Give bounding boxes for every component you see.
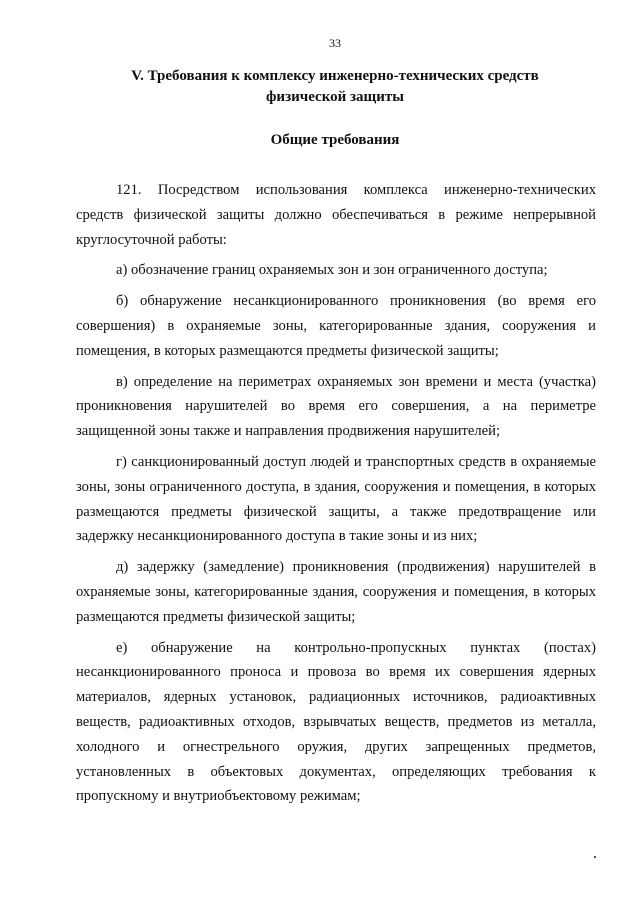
body-text — [76, 178, 596, 815]
paragraph-b: б) обнаружение несанкционированного проникновения (во время его совершения) в охраняемые зоны, категорированные здания, сооружения и помещения, в которых размещаются предметы физической защиты; — [76, 293, 596, 359]
page-number: 33 — [329, 36, 341, 50]
paragraph-121: 121. Посредством использования комплекса инженерно-технических средств физической защиты должно обеспечиваться в режиме непрерывной круглосуточной работы: — [76, 182, 596, 248]
paragraph-v: в) определение на периметрах охраняемых зон времени и места (участка) проникновения нарушителей во время его совершения, а на периметре защищенной зоны также и направления продвижения нарушителей; — [76, 373, 596, 440]
paragraph-g: г) санкционированный доступ людей и транспортных средств в охраняемые зоны, зоны ограниченного доступа, в здания, сооружения и помещения, в которых размещаются предметы физической защиты, а также предотвращение или задержку несанкционированного доступа в такие зоны и из них; — [76, 453, 596, 545]
paragraph-d: д) задержку (замедление) проникновения (продвижения) нарушителей в охраняемые зоны, категорированные здания, сооружения и помещения, в которых размещаются предметы физической защиты; — [76, 559, 596, 625]
paragraph-a: а) обозначение границ охраняемых зон и зон ограниченного доступа; — [116, 262, 548, 279]
section-title — [0, 66, 640, 108]
paragraph-e: е) обнаружение на контрольно-пропускных пунктах (постах) несанкционированного проноса и провоза во время их совершения ядерных материалов, ядерных установок, радиационных источников, радиоактивных веществ, радиоактивных отходов, взрывчатых веществ, предметов из металла, холодного и огнестрельного оружия, других запрещенных предметов, установленных в объектовых документах, определяющих требования к пропускному и внутриобъектовому режимам; — [76, 639, 596, 805]
section-title-line-2: физической защиты — [266, 89, 404, 105]
scan-artifact-dot — [594, 856, 596, 858]
subsection-title: Общие требования — [270, 132, 400, 148]
section-title-line-1: V. Требования к комплексу инженерно-технических средств — [131, 68, 539, 84]
